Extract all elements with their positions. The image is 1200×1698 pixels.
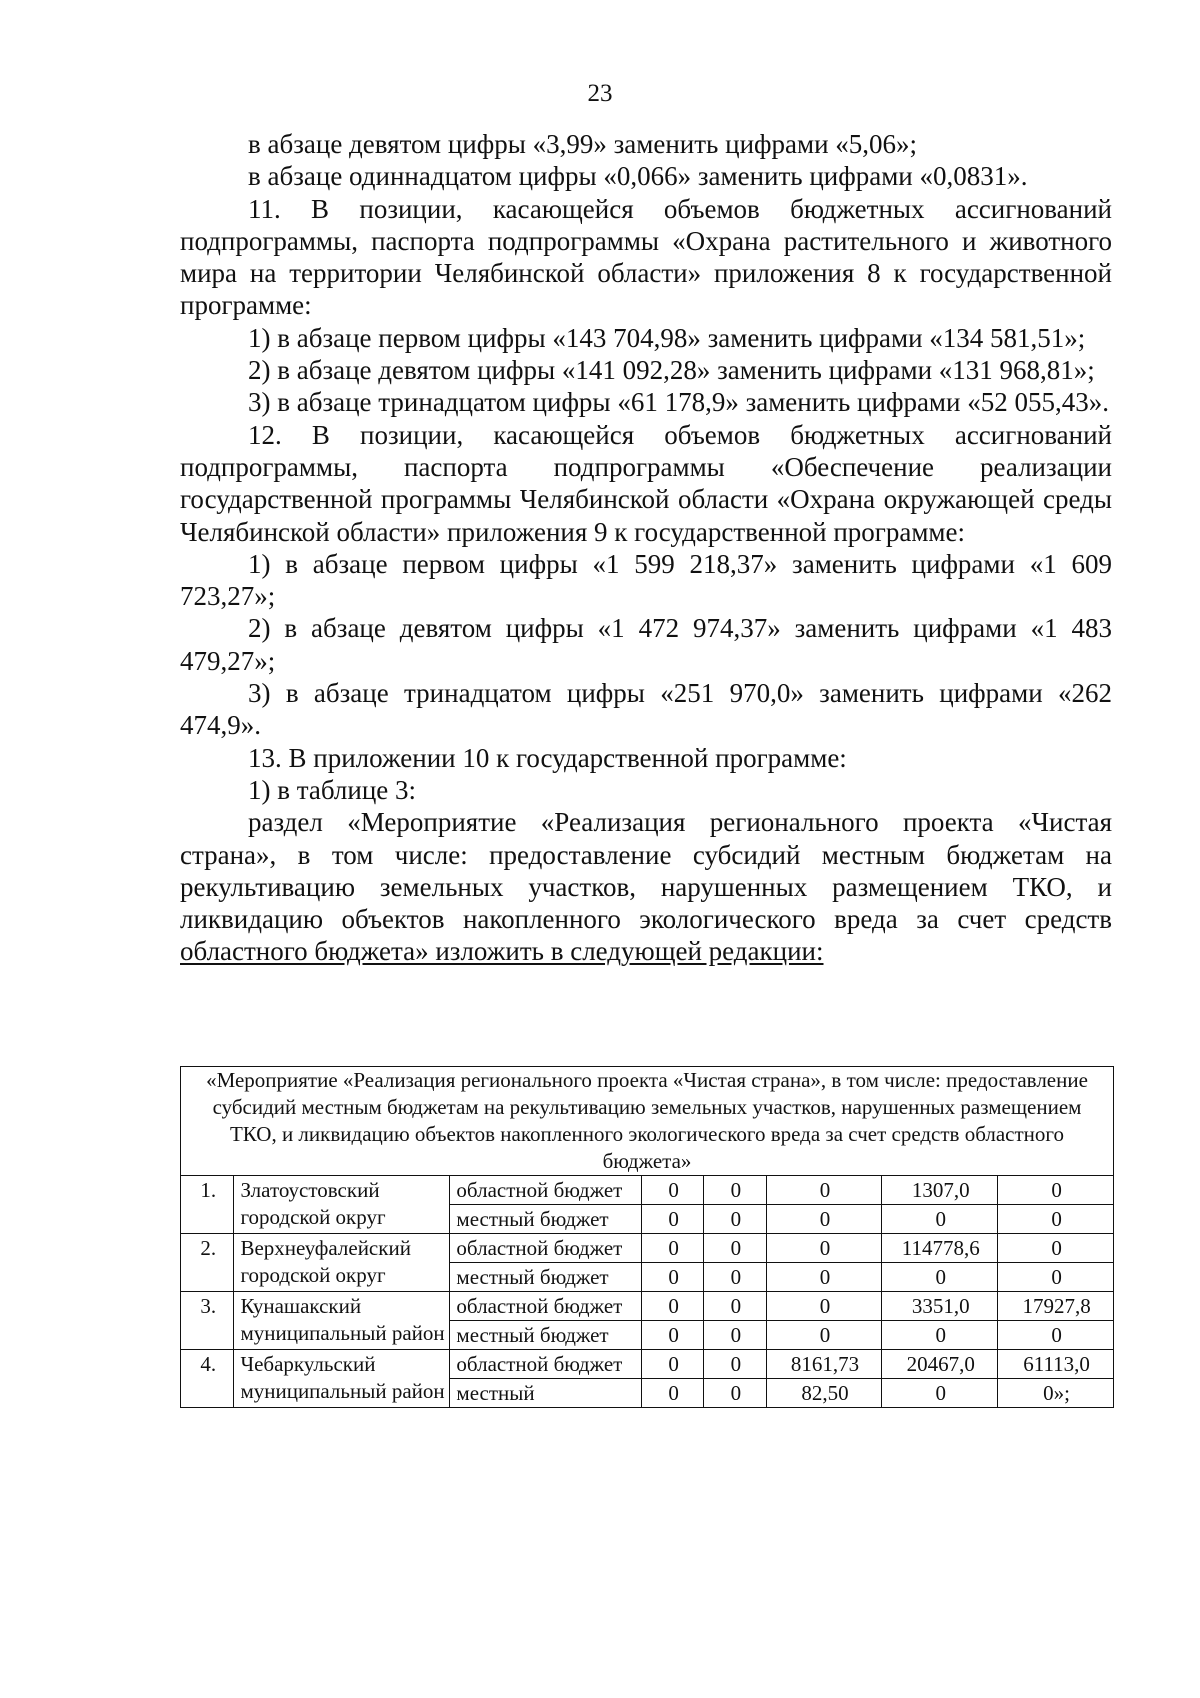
value-cell: 0 xyxy=(882,1379,998,1408)
value-cell: 3351,0 xyxy=(882,1292,998,1321)
value-cell: 0 xyxy=(704,1379,766,1408)
paragraph: раздел «Мероприятие «Реализация регионального проекта «Чистая страна», в том числе: предоставление субсидий местным бюджетам на рекультивацию земельных участков, нарушенных размещением ТКО, и ликвидацию объектов накопленного экологического вреда за счет средств xyxy=(180,807,1112,935)
value-cell: 0 xyxy=(704,1350,766,1379)
value-cell: 114778,6 xyxy=(882,1234,998,1263)
table-header: «Мероприятие «Реализация регионального проекта «Чистая страна», в том числе: предоставление субсидий местным бюджетам на рекультивацию земельных участков, нарушенных размещением ТКО, и ликвидацию объектов накопленного экологического вреда за счет средств областного бюджета» xyxy=(181,1067,1114,1176)
value-cell: 0 xyxy=(641,1263,703,1292)
funding-source: местный xyxy=(450,1379,641,1408)
value-cell: 0 xyxy=(998,1234,1114,1263)
value-cell: 0 xyxy=(766,1292,882,1321)
value-cell: 0 xyxy=(882,1321,998,1350)
value-cell: 0 xyxy=(641,1321,703,1350)
value-cell: 0 xyxy=(766,1321,882,1350)
table-row xyxy=(181,1292,1114,1321)
value-cell: 0 xyxy=(704,1263,766,1292)
value-cell: 17927,8 xyxy=(998,1292,1114,1321)
funding-source: областной бюджет xyxy=(450,1176,641,1205)
table-body xyxy=(181,1067,1114,1408)
paragraph: 13. В приложении 10 к государственной программе: xyxy=(248,742,847,773)
row-number: 4. xyxy=(181,1350,234,1408)
value-cell: 0 xyxy=(766,1263,882,1292)
value-cell: 0 xyxy=(704,1292,766,1321)
paragraph: 1) в абзаце первом цифры «143 704,98» заменить цифрами «134 581,51»; xyxy=(248,322,1086,353)
municipality-name: Кунашакский муниципальный район xyxy=(234,1292,450,1350)
document-body xyxy=(180,128,1112,968)
value-cell: 0 xyxy=(641,1379,703,1408)
budget-table xyxy=(180,1066,1114,1408)
paragraph: 3) в абзаце тринадцатом цифры «61 178,9» заменить цифрами «52 055,43». xyxy=(248,387,1109,418)
value-cell: 61113,0 xyxy=(998,1350,1114,1379)
paragraph: 2) в абзаце девятом цифры «1 472 974,37» заменить цифрами «1 483 479,27»; xyxy=(180,613,1112,676)
table-row xyxy=(181,1350,1114,1379)
value-cell: 1307,0 xyxy=(882,1176,998,1205)
value-cell: 0 xyxy=(766,1234,882,1263)
value-cell: 20467,0 xyxy=(882,1350,998,1379)
value-cell: 0 xyxy=(998,1176,1114,1205)
value-cell: 0 xyxy=(704,1234,766,1263)
paragraph: 11. В позиции, касающейся объемов бюджетных ассигнований подпрограммы, паспорта подпрограммы «Охрана растительного и животного мира на территории Челябинской области» приложения 8 к государственной программе: xyxy=(180,193,1112,321)
value-cell: 0 xyxy=(882,1205,998,1234)
value-cell: 0 xyxy=(641,1234,703,1263)
value-cell: 0 xyxy=(704,1176,766,1205)
paragraph: в абзаце одиннадцатом цифры «0,066» заменить цифрами «0,0831». xyxy=(248,161,1028,192)
funding-source: областной бюджет xyxy=(450,1234,641,1263)
funding-source: местный бюджет xyxy=(450,1263,641,1292)
value-cell: 0 xyxy=(704,1321,766,1350)
value-cell: 0 xyxy=(766,1176,882,1205)
value-cell: 0 xyxy=(998,1205,1114,1234)
paragraph: 3) в абзаце тринадцатом цифры «251 970,0» заменить цифрами «262 474,9». xyxy=(180,678,1112,741)
paragraph xyxy=(180,935,1112,967)
funding-source: областной бюджет xyxy=(450,1292,641,1321)
table-header-row xyxy=(181,1067,1114,1176)
table-row xyxy=(181,1176,1114,1205)
paragraph: 1) в абзаце первом цифры «1 599 218,37» заменить цифрами «1 609 723,27»; xyxy=(180,548,1112,612)
row-number: 1. xyxy=(181,1176,234,1234)
value-cell: 0 xyxy=(641,1292,703,1321)
value-cell: 82,50 xyxy=(766,1379,882,1408)
value-cell: 0 xyxy=(998,1321,1114,1350)
value-cell: 0 xyxy=(704,1205,766,1234)
value-cell: 0 xyxy=(641,1205,703,1234)
funding-source: областной бюджет xyxy=(450,1350,641,1379)
value-cell: 0 xyxy=(882,1263,998,1292)
paragraph: 2) в абзаце девятом цифры «141 092,28» заменить цифрами «131 968,81»; xyxy=(248,355,1095,386)
row-number: 2. xyxy=(181,1234,234,1292)
funding-source: местный бюджет xyxy=(450,1205,641,1234)
page-number: 23 xyxy=(587,80,613,107)
paragraph: 1) в таблице 3: xyxy=(248,774,417,805)
value-cell: 8161,73 xyxy=(766,1350,882,1379)
paragraph: 12. В позиции, касающейся объемов бюджетных ассигнований подпрограммы, паспорта подпрограммы «Обеспечение реализации государственной программы Челябинской области «Охрана окружающей среды Челябинской области» приложения 9 к государственной программе: xyxy=(180,419,1112,547)
municipality-name: Чебаркульский муниципальный район xyxy=(234,1350,450,1408)
table-row xyxy=(181,1234,1114,1263)
value-cell: 0 xyxy=(641,1176,703,1205)
underlined-text: областного бюджета» изложить в следующей редакции: xyxy=(180,936,824,967)
paragraph: в абзаце девятом цифры «3,99» заменить цифрами «5,06»; xyxy=(248,129,918,159)
value-cell: 0»; xyxy=(998,1379,1114,1408)
funding-source: местный бюджет xyxy=(450,1321,641,1350)
value-cell: 0 xyxy=(641,1350,703,1379)
value-cell: 0 xyxy=(766,1205,882,1234)
municipality-name: Верхнеуфалейский городской округ xyxy=(234,1234,450,1292)
row-number: 3. xyxy=(181,1292,234,1350)
municipality-name: Златоустовский городской округ xyxy=(234,1176,450,1234)
value-cell: 0 xyxy=(998,1263,1114,1292)
